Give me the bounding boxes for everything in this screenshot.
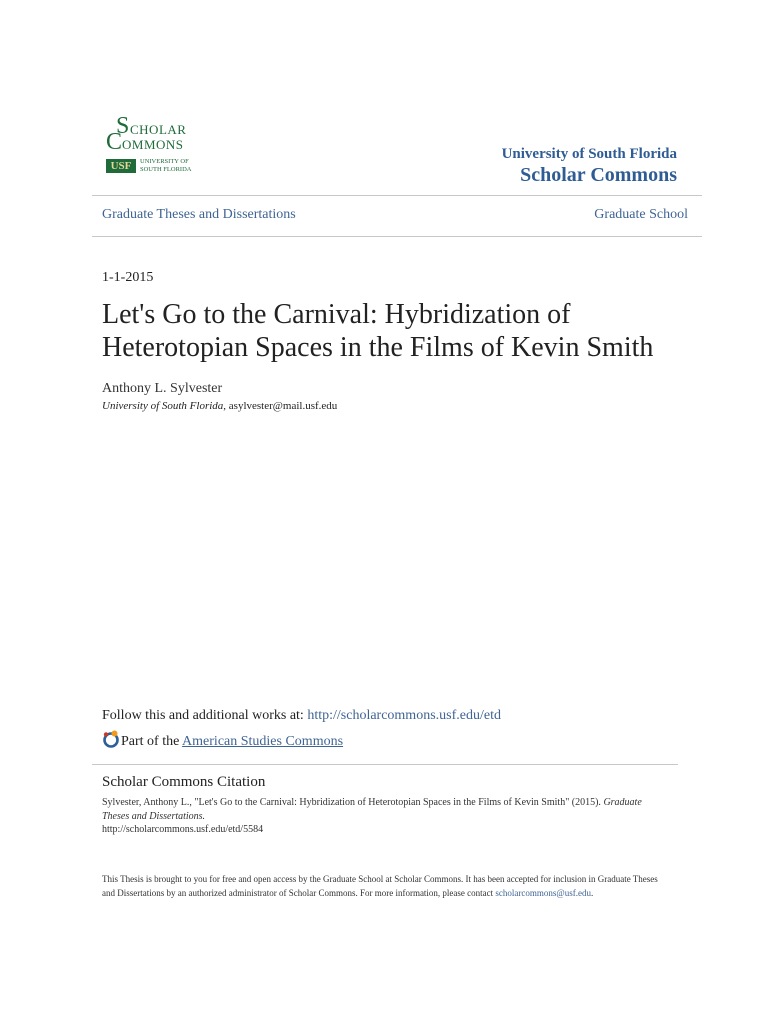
citation-series: Graduate Theses and Dissertations.: [102, 797, 642, 822]
graduate-school-link[interactable]: Graduate School: [594, 207, 688, 222]
header-divider: [92, 195, 702, 196]
citation-body: Sylvester, Anthony L., "Let's Go to the Carnival: Hybridization of Heterotopian Spaces in the Films of Kevin Smith" (2015).: [102, 797, 604, 808]
logo-letter-c: C: [106, 129, 123, 155]
scholar-commons-name[interactable]: Scholar Commons: [520, 164, 677, 186]
etd-url-link[interactable]: http://scholarcommons.usf.edu/etd: [307, 708, 501, 723]
part-of-line: [102, 730, 343, 750]
author-name: Anthony L. Sylvester: [102, 381, 223, 396]
american-studies-commons-link[interactable]: American Studies Commons: [182, 734, 344, 749]
part-of-prefix: Part of the: [121, 734, 183, 749]
logo-univ-line2: SOUTH FLORIDA: [140, 165, 192, 173]
logo-university-text: [140, 158, 191, 173]
affiliation-institution: University of South Florida: [102, 400, 224, 412]
publication-date: 1-1-2015: [102, 270, 154, 285]
follow-line: [102, 708, 501, 724]
university-name[interactable]: University of South Florida: [501, 146, 677, 162]
contact-email-link[interactable]: scholarcommons@usf.edu: [495, 888, 591, 898]
network-icon: [102, 730, 120, 748]
affiliation-email: , asylvester@mail.usf.edu: [223, 400, 338, 412]
logo-letter-s: S: [116, 113, 130, 139]
logo-text-cholar: CHOLAR: [130, 122, 187, 137]
logo-text-ommons: OMMONS: [122, 137, 184, 152]
citation-text: [102, 796, 668, 824]
document-title: Let's Go to the Carnival: Hybridization of Heterotopian Spaces in the Films of Kevin Smith: [102, 299, 654, 363]
nav-divider: [92, 236, 702, 237]
access-statement-end: .: [590, 888, 594, 898]
access-statement-text: This Thesis is brought to you for free and open access by the Graduate School at Scholar Commons. It has been accepted for inclusion in Graduate Theses and Dissertations by an authorized administrator of Scholar Commons. For more information, please contact: [102, 874, 658, 898]
follow-prefix: Follow this and additional works at:: [102, 708, 308, 723]
scholar-commons-logo: [106, 114, 206, 178]
header-branding: [502, 145, 677, 187]
citation-divider: [92, 764, 678, 765]
logo-univ-line1: UNIVERSITY OF: [140, 158, 189, 165]
citation-url: http://scholarcommons.usf.edu/etd/5584: [102, 824, 264, 835]
author-affiliation: [102, 400, 337, 412]
graduate-theses-link[interactable]: Graduate Theses and Dissertations: [102, 207, 296, 222]
citation-heading: Scholar Commons Citation: [102, 774, 266, 790]
usf-logo-badge: USF: [106, 159, 136, 173]
access-statement: [102, 872, 668, 900]
